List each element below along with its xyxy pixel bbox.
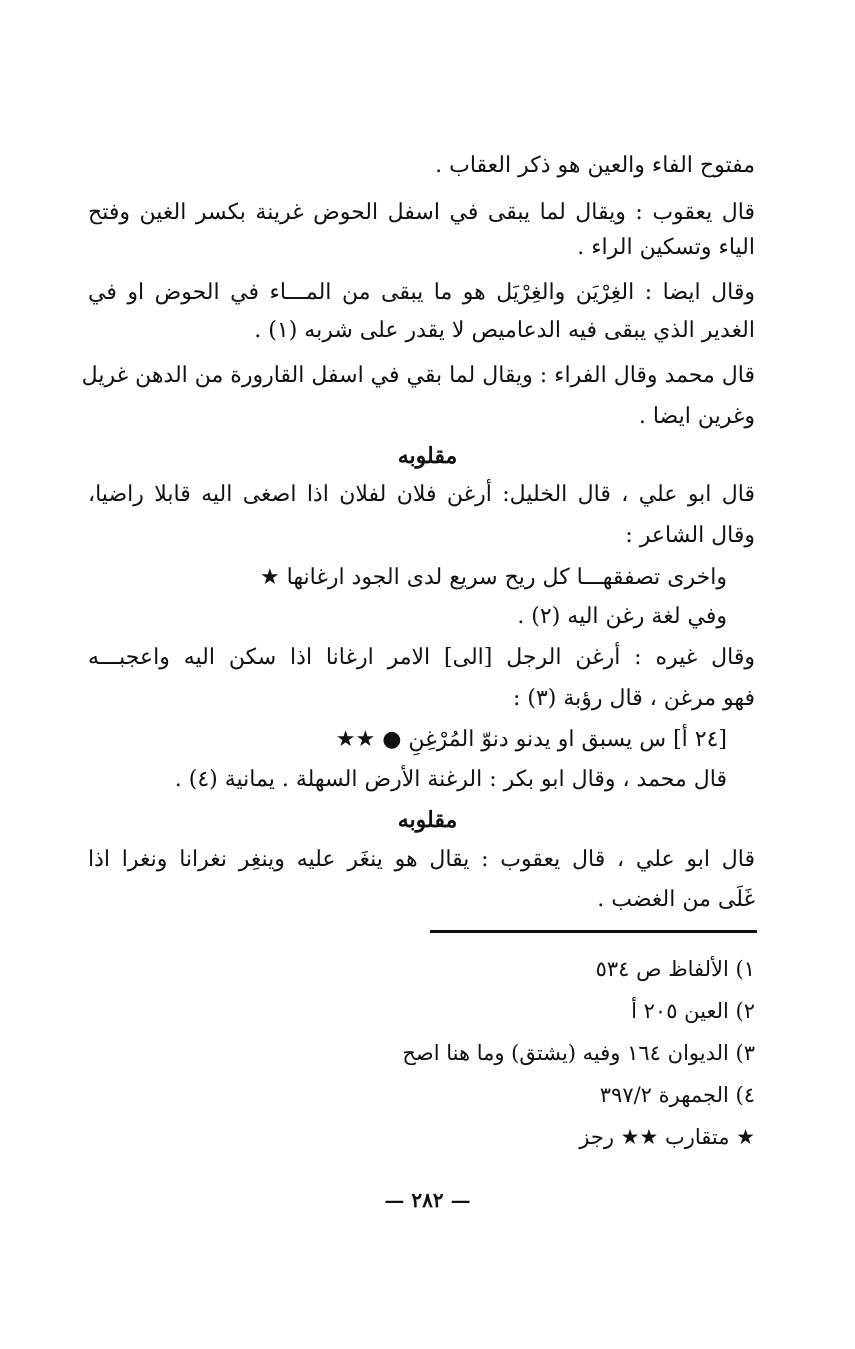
body-line: غَلَى من الغضب . — [597, 887, 755, 912]
footnote: ٤) الجمهرة ٣٩٧/٢ — [599, 1083, 755, 1107]
verse-line: واخرى تصفقهـــا كل ريح سريع لدى الجود ارغانها ★ — [259, 565, 727, 590]
body-line: قال محمد ، وقال ابو بكر : الرغنة الأرض السهلة . يمانية (٤) . — [174, 767, 727, 792]
body-line: الغدير الذي يبقى فيه الدعاميص لا يقدر على شربه (١) . — [254, 318, 755, 343]
body-line: وغرين ايضا . — [638, 404, 755, 429]
verse-note: وفي لغة رغن اليه (٢) . — [517, 604, 727, 629]
body-line: فهو مرغن ، قال رؤبة (٣) : — [512, 686, 755, 711]
section-heading: مقلوبه — [397, 807, 458, 833]
footnote: ١) الألفاظ ص ٥٣٤ — [595, 957, 755, 981]
footnote: ★ متقارب ★★ رجز — [579, 1125, 755, 1149]
body-line: وقال غيره : أرغن الرجل [الى] الامر ارغانا اذا سكن اليه واعجبـــه — [88, 645, 755, 670]
verse-line: [٢٤ أ] س يسبق او يدنو دنوّ المُرْغِنِ ● ★★ — [335, 727, 727, 752]
footnote-divider — [430, 930, 757, 933]
body-line: مفتوح الفاء والعين هو ذكر العقاب . — [435, 153, 755, 178]
body-line: قال محمد وقال الفراء : ويقال لما بقي في اسفل القارورة من الدهن غريل — [81, 363, 755, 388]
body-line: وقال ايضا : الغِرْيَن والغِرْيَل هو ما يبقى من المـــاء في الحوض او في — [88, 280, 755, 305]
body-line: الياء وتسكين الراء . — [577, 235, 755, 260]
body-line: وقال الشاعر : — [625, 523, 755, 548]
page-number: — ٢٨٢ — — [384, 1188, 471, 1212]
footnote: ٢) العين ٢٠٥ أ — [631, 999, 755, 1023]
body-line: قال يعقوب : ويقال لما يبقى في اسفل الحوض غرينة بكسر الغين وفتح — [88, 200, 755, 225]
footnote: ٣) الديوان ١٦٤ وفيه (يشتق) وما هنا اصح — [402, 1041, 755, 1065]
body-line: قال ابو علي ، قال يعقوب : يقال هو ينغَر عليه وينغِر نغرانا ونغرا اذا — [88, 847, 755, 872]
section-heading: مقلوبه — [397, 443, 458, 469]
body-line: قال ابو علي ، قال الخليل: أرغن فلان لفلان اذا اصغى اليه قابلا راضيا، — [88, 482, 755, 507]
